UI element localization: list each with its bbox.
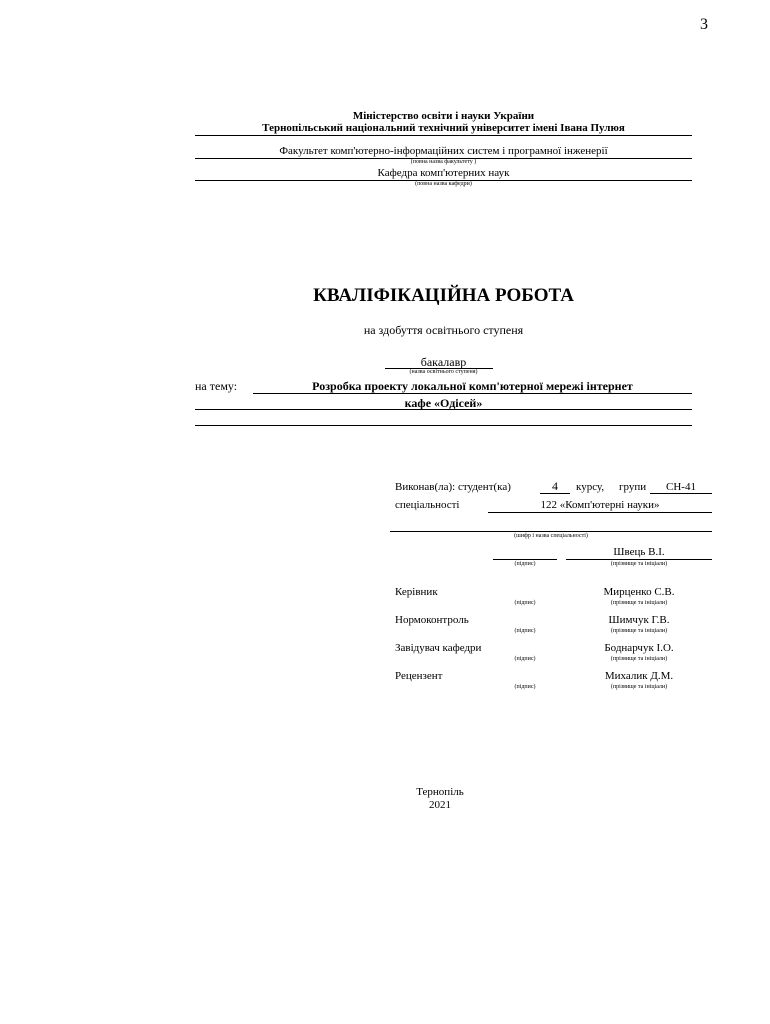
course-label: курсу, [576, 481, 605, 493]
specialty-extra-line [390, 531, 712, 532]
faculty-name: Факультет комп'ютерно-інформаційних систем і програмної інженерії [279, 145, 608, 157]
role-name-caption-supervisor: (прізвище та ініціали) [610, 600, 668, 606]
topic-underline-2 [195, 409, 692, 410]
role-name-supervisor: Мирценко С.В. [603, 586, 675, 598]
specialty-caption: (шифр і назва спеціальності) [514, 533, 588, 539]
footer-year: 2021 [429, 799, 451, 811]
document-title: КВАЛІФІКАЦІЙНА РОБОТА [313, 285, 574, 306]
role-label-head: Завідувач кафедри [395, 642, 482, 654]
degree-value: бакалавр [420, 355, 467, 369]
student-name: Швець В.І. [613, 546, 665, 558]
topic-underline-1 [253, 393, 692, 394]
role-sign-caption-head: (підпис) [514, 656, 536, 662]
role-name-reviewer: Михалик Д.М. [604, 670, 674, 682]
group-label: групи [619, 481, 647, 493]
specialty-label: спеціальності [395, 499, 460, 511]
degree-caption: (назва освітнього ступеня) [409, 369, 478, 375]
topic-line-2: кафе «Одісей» [404, 396, 483, 410]
role-label-normcontrol: Нормоконтроль [395, 614, 469, 626]
page-number: 3 [700, 16, 708, 33]
student-name-line [566, 559, 712, 560]
role-name-normcontrol: Шимчук Г.В. [608, 614, 670, 626]
role-name-head: Боднарчук І.О. [604, 642, 674, 654]
topic-label: на тему: [195, 379, 238, 393]
course-underline [540, 493, 570, 494]
document-subtitle: на здобуття освітнього ступеня [363, 323, 524, 337]
role-label-supervisor: Керівник [395, 586, 438, 598]
done-by-label: Виконав(ла): студент(ка) [395, 481, 511, 493]
department-caption: (повна назва кафедри) [415, 181, 472, 187]
student-sign-line [493, 559, 557, 560]
specialty-underline [488, 512, 712, 513]
topic-line-1: Розробка проекту локальної комп'ютерної мережі інтернет [312, 379, 633, 393]
topic-underline-3 [195, 425, 692, 426]
course-value: 4 [552, 479, 558, 493]
student-sign-caption: (підпис) [514, 561, 536, 567]
university-name: Тернопільський національний технічний університет імені Івана Пулюя [262, 122, 625, 134]
role-sign-caption-normcontrol: (підпис) [514, 628, 536, 634]
role-name-caption-reviewer: (прізвище та ініціали) [610, 684, 668, 690]
role-label-reviewer: Рецензент [395, 670, 443, 682]
ministry-title: Міністерство освіти і науки України [352, 110, 535, 122]
student-name-caption: (прізвище та ініціали) [610, 561, 668, 567]
faculty-caption: (повна назва факультету ) [410, 159, 477, 165]
department-name: Кафедра комп'ютерних наук [377, 167, 510, 179]
group-value: СН-41 [666, 481, 696, 493]
role-sign-caption-supervisor: (підпис) [514, 600, 536, 606]
role-name-caption-normcontrol: (прізвище та ініціали) [610, 628, 668, 634]
role-name-caption-head: (прізвище та ініціали) [610, 656, 668, 662]
group-underline [650, 493, 712, 494]
specialty-value: 122 «Комп'ютерні науки» [540, 499, 660, 511]
footer-city: Тернопіль [416, 786, 464, 798]
university-underline [195, 135, 692, 136]
role-sign-caption-reviewer: (підпис) [514, 684, 536, 690]
